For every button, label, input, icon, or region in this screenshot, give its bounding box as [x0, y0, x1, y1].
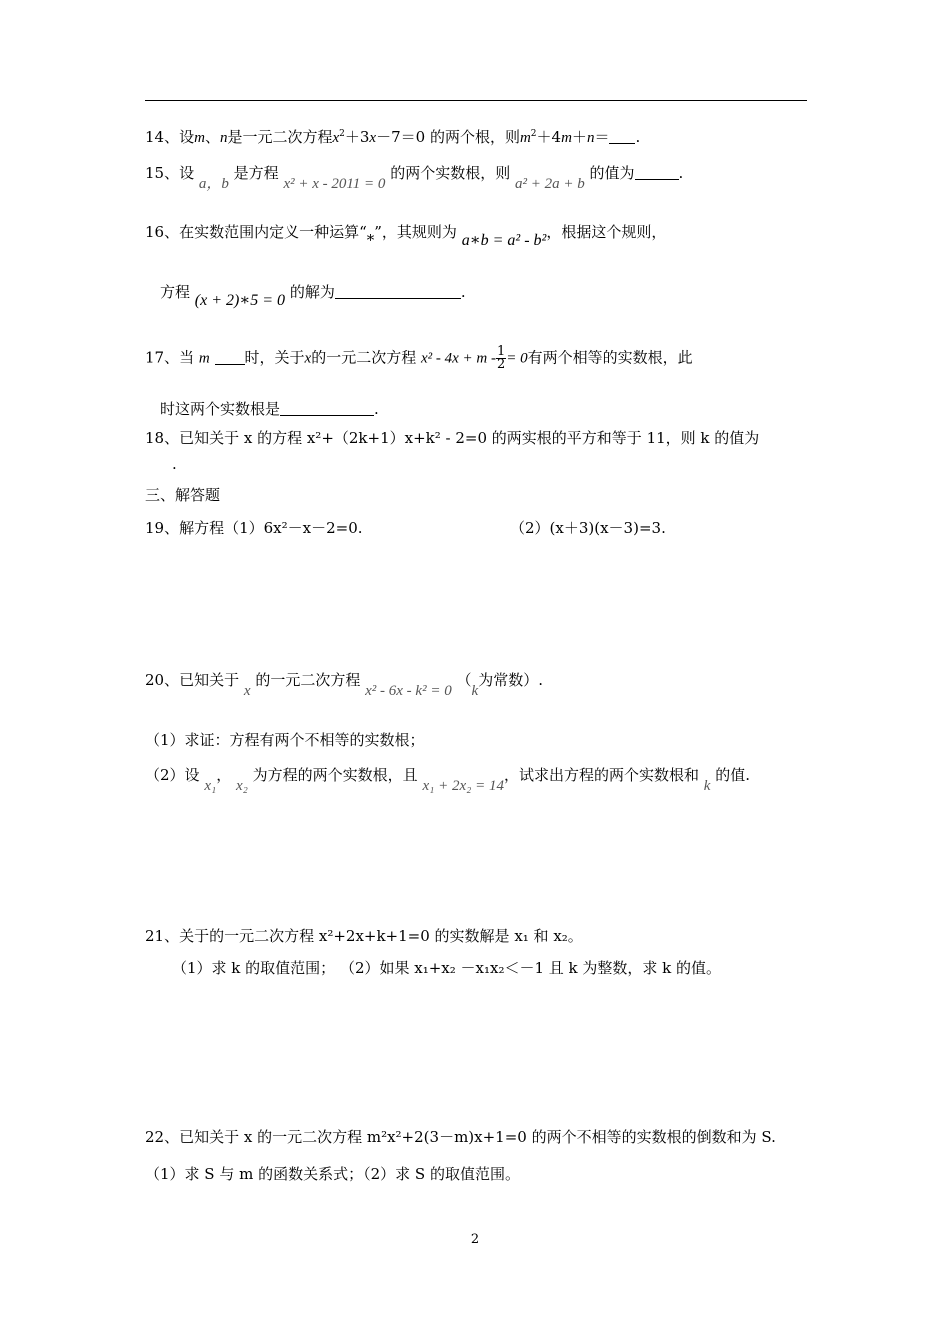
fraction-one-half: $\frac{1}{2}$	[497, 344, 506, 372]
question-21-parts: （1）求 k 的取值范围； （2）如果 x₁+x₂ －x₁x₂＜－1 且 k 为整数，求 k 的值。	[172, 959, 722, 977]
question-18: 18、已知关于 x 的方程 x²+（2k+1）x+k² - 2=0 的两实根的平方和等于 11，则 k 的值为	[145, 429, 760, 447]
question-20-part1: （1）求证：方程有两个不相等的实数根；	[145, 731, 425, 749]
question-19-part2: （2）(x＋3)(x－3)=3.	[510, 519, 666, 537]
page-number: 2	[470, 1232, 480, 1247]
question-17-line2: 时这两个实数根是 .	[160, 400, 379, 418]
question-16-line2: 方程 (x + 2)∗5 = 0 的解为 .	[160, 283, 466, 309]
math-rule: a∗b = a² - b²	[461, 232, 547, 249]
math-equation: (x + 2)∗5 = 0	[194, 292, 286, 309]
answer-blank[interactable]	[609, 129, 635, 144]
question-14: 14、设m、n是一元二次方程$x^2+3x-7=0$ 的两个根，则$m^2+4m+n=$ .	[145, 128, 641, 146]
question-20-part2: （2）设 x₁， x₂ 为方程的两个实数根，且 x₁ + 2x₂ = 14，试求出方程的两个实数根和 k 的值.	[145, 766, 750, 794]
answer-blank[interactable]	[215, 350, 245, 365]
math-equation: x² - 4x + m -	[420, 350, 496, 367]
question-17: 17、当 m 时，关于x的一元二次方程 x² - 4x + m - $\frac{1}{2}$ = 0有两个相等的实数根，此	[145, 344, 693, 372]
math-variables: a，b	[198, 176, 229, 192]
question-22-parts: （1）求 S 与 m 的函数关系式；（2）求 S 的取值范围。	[145, 1165, 520, 1183]
question-22: 22、已知关于 x 的一元二次方程 m²x²+2(3－m)x+1=0 的两个不相等的实数根的倒数和为 S.	[145, 1128, 776, 1146]
answer-blank[interactable]	[635, 165, 679, 180]
math-equation: x² - 6x - k² = 0	[365, 683, 452, 699]
question-16: 16、在实数范围内定义一种运算“*”，其规则为 a∗b = a² - b²，根据这个规则，	[145, 223, 667, 249]
answer-blank[interactable]	[335, 284, 461, 299]
math-equation: x² + x - 2011 = 0	[283, 176, 386, 192]
header-rule	[145, 100, 807, 101]
math-condition: x₁ + 2x₂ = 14	[422, 778, 504, 794]
section-heading: 三、解答题	[145, 486, 221, 504]
operator-symbol: *	[366, 231, 375, 249]
question-19-part1: 19、解方程（1）6x²－x－2=0.	[145, 519, 363, 537]
question-18-line2: .	[172, 455, 177, 473]
question-20: 20、已知关于 x 的一元二次方程 x² - 6x - k² = 0 （k为常数）.	[145, 671, 543, 699]
answer-blank[interactable]	[280, 401, 374, 416]
question-21: 21、关于的一元二次方程 x²+2x+k+1=0 的实数解是 x₁ 和 x₂。	[145, 927, 583, 945]
math-expression: a² + 2a + b	[515, 176, 585, 192]
question-15: 15、设 a，b 是方程 x² + x - 2011 = 0 的两个实数根，则 a² + 2a + b 的值为 .	[145, 164, 684, 192]
